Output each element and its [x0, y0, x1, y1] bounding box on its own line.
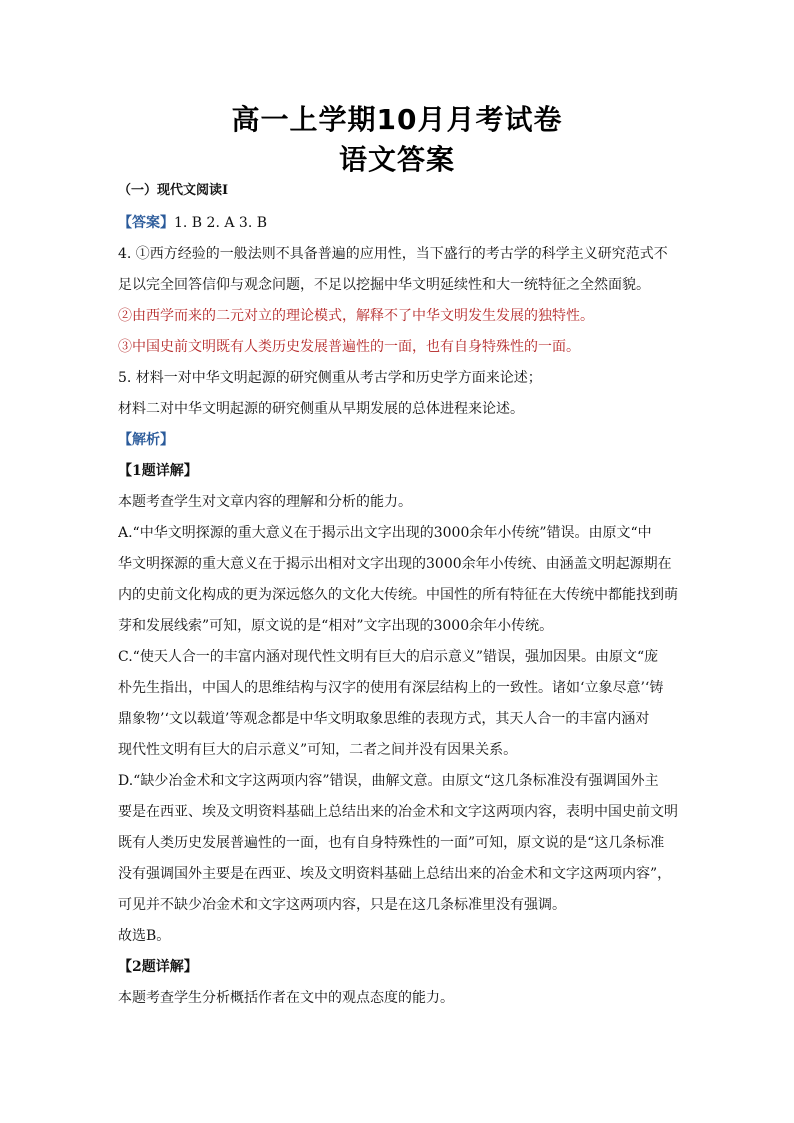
- section-heading: （一）现代文阅读Ⅰ: [118, 183, 229, 198]
- option-d-line: 没有强调国外主要是在西亚、埃及文明资料基础上总结出来的冶金术和文字这两项内容”，: [118, 866, 672, 882]
- q2-intro: 本题考查学生分析概括作者在文中的观点态度的能力。: [118, 990, 454, 1006]
- q5-line: 材料二对中华文明起源的研究侧重从早期发展的总体进程来论述。: [118, 401, 524, 417]
- q1-conclusion: 故选B。: [118, 928, 171, 944]
- q4-point: ②由西学而来的二元对立的理论模式，解释不了中华文明发生发展的独特性。: [118, 308, 594, 324]
- mcq-answers: 1. B 2. A 3. B: [174, 215, 268, 231]
- page-subtitle: 语文答案: [338, 143, 455, 176]
- q1-intro: 本题考查学生对文章内容的理解和分析的能力。: [118, 494, 412, 510]
- option-c-line: 朴先生指出，中国人的思维结构与汉字的使用有深层结构上的一致性。诸如‘立象尽意’‘铸: [118, 680, 664, 696]
- option-d-line: 既有人类历史发展普遍性的一面，也有自身特殊性的一面”可知，原文说的是“这几条标准: [118, 835, 665, 851]
- q2-heading: 【2题详解】: [118, 959, 198, 975]
- option-a-line: 芽和发展线索”可知，原文说的是“相对”文字出现的3000余年小传统。: [118, 618, 554, 634]
- analysis-tag: 【解析】: [118, 432, 174, 448]
- option-a-line: 内的史前文化构成的更为深远悠久的文化大传统。中国性的所有特征在大传统中都能找到萌: [118, 587, 678, 603]
- option-a-line: A.“中华文明探源的重大意义在于揭示出文字出现的3000余年小传统”错误。由原文“中: [118, 525, 652, 541]
- option-a-line: 华文明探源的重大意义在于揭示出相对文字出现的3000余年小传统、由涵盖文明起源期在: [118, 556, 672, 572]
- option-c-line: 现代性文明有巨大的启示意义”可知，二者之间并没有因果关系。: [118, 742, 518, 758]
- page-title: 高一上学期10月月考试卷: [231, 103, 563, 136]
- option-d-line: 可见并不缺少冶金术和文字这两项内容，只是在这几条标准里没有强调。: [118, 897, 566, 913]
- option-c-line: C.“使天人合一的丰富内涵对现代性文明有巨大的启示意义”错误，强加因果。由原文“庞: [118, 649, 659, 665]
- q1-heading: 【1题详解】: [118, 463, 198, 479]
- q4-line: 足以完全回答信仰与观念问题，不足以挖掘中华文明延续性和大一统特征之全然面貌。: [118, 277, 650, 293]
- option-d-line: 要是在西亚、埃及文明资料基础上总结出来的冶金术和文字这两项内容，表明中国史前文明: [118, 804, 678, 820]
- option-c-line: 鼎象物’‘文以载道’等观念都是中华文明取象思维的表现方式，其天人合一的丰富内涵对: [118, 711, 650, 727]
- q5-line: 5. 材料一对中华文明起源的研究侧重从考古学和历史学方面来论述；: [118, 370, 542, 386]
- answer-tag: 【答案】: [118, 215, 174, 231]
- answer-row: [118, 214, 678, 232]
- q4-point: ③中国史前文明既有人类历史发展普遍性的一面，也有自身特殊性的一面。: [118, 339, 580, 355]
- q4-line: 4. ①西方经验的一般法则不具备普遍的应用性，当下盛行的考古学的科学主义研究范式不: [118, 246, 668, 262]
- option-d-line: D.“缺少冶金术和文字这两项内容”错误，曲解文意。由原文“这几条标准没有强调国外主: [118, 773, 659, 789]
